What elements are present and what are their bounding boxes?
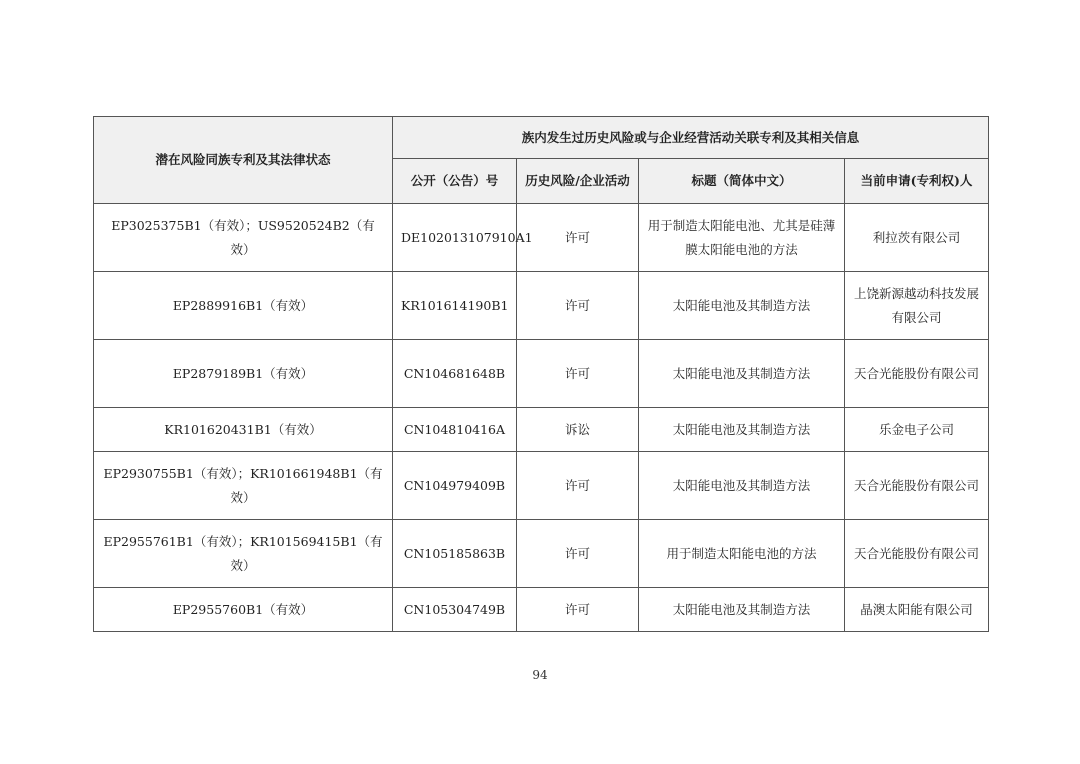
cell-activity: 许可 bbox=[517, 452, 639, 520]
cell-owner: 晶澳太阳能有限公司 bbox=[845, 588, 989, 632]
patent-family-table bbox=[93, 116, 989, 632]
cell-activity: 许可 bbox=[517, 204, 639, 272]
cell-owner: 天合光能股份有限公司 bbox=[845, 452, 989, 520]
cell-owner: 上饶新源越动科技发展有限公司 bbox=[845, 272, 989, 340]
cell-activity: 许可 bbox=[517, 340, 639, 408]
cell-publication-number: CN104681648B bbox=[393, 340, 517, 408]
cell-activity: 许可 bbox=[517, 272, 639, 340]
header-related-info-group: 族内发生过历史风险或与企业经营活动关联专利及其相关信息 bbox=[393, 117, 989, 159]
cell-owner: 天合光能股份有限公司 bbox=[845, 340, 989, 408]
cell-family-status: EP2955761B1（有效）；KR101569415B1（有效） bbox=[94, 520, 393, 588]
header-row-top bbox=[94, 117, 989, 159]
table-row bbox=[94, 340, 989, 408]
cell-publication-number: CN104979409B bbox=[393, 452, 517, 520]
header-publication-number: 公开（公告）号 bbox=[393, 159, 517, 204]
cell-family-status: KR101620431B1（有效） bbox=[94, 408, 393, 452]
cell-family-status: EP2889916B1（有效） bbox=[94, 272, 393, 340]
cell-publication-number: CN105304749B bbox=[393, 588, 517, 632]
cell-family-status: EP2955760B1（有效） bbox=[94, 588, 393, 632]
table-row bbox=[94, 408, 989, 452]
table-row bbox=[94, 204, 989, 272]
header-activity: 历史风险/企业活动 bbox=[517, 159, 639, 204]
page-number: 94 bbox=[532, 668, 548, 682]
header-title: 标题（简体中文） bbox=[639, 159, 845, 204]
cell-title: 太阳能电池及其制造方法 bbox=[639, 452, 845, 520]
cell-publication-number: DE102013107910A1 bbox=[393, 204, 517, 272]
header-family-status: 潜在风险同族专利及其法律状态 bbox=[94, 117, 393, 204]
cell-title: 太阳能电池及其制造方法 bbox=[639, 588, 845, 632]
header-owner: 当前申请(专利权)人 bbox=[845, 159, 989, 204]
table-body bbox=[94, 204, 989, 632]
cell-publication-number: CN105185863B bbox=[393, 520, 517, 588]
cell-activity: 诉讼 bbox=[517, 408, 639, 452]
table-row bbox=[94, 452, 989, 520]
cell-family-status: EP2930755B1（有效）；KR101661948B1（有效） bbox=[94, 452, 393, 520]
patent-family-table-container bbox=[93, 116, 988, 632]
cell-publication-number: CN104810416A bbox=[393, 408, 517, 452]
cell-title: 太阳能电池及其制造方法 bbox=[639, 272, 845, 340]
cell-title: 用于制造太阳能电池的方法 bbox=[639, 520, 845, 588]
cell-publication-number: KR101614190B1 bbox=[393, 272, 517, 340]
table-header bbox=[94, 117, 989, 204]
table-row bbox=[94, 588, 989, 632]
cell-family-status: EP3025375B1（有效）；US9520524B2（有效） bbox=[94, 204, 393, 272]
cell-owner: 乐金电子公司 bbox=[845, 408, 989, 452]
cell-family-status: EP2879189B1（有效） bbox=[94, 340, 393, 408]
table-row bbox=[94, 272, 989, 340]
table-row bbox=[94, 520, 989, 588]
cell-title: 太阳能电池及其制造方法 bbox=[639, 408, 845, 452]
cell-activity: 许可 bbox=[517, 588, 639, 632]
cell-title: 用于制造太阳能电池、尤其是硅薄膜太阳能电池的方法 bbox=[639, 204, 845, 272]
cell-owner: 利拉茨有限公司 bbox=[845, 204, 989, 272]
cell-title: 太阳能电池及其制造方法 bbox=[639, 340, 845, 408]
cell-owner: 天合光能股份有限公司 bbox=[845, 520, 989, 588]
cell-activity: 许可 bbox=[517, 520, 639, 588]
